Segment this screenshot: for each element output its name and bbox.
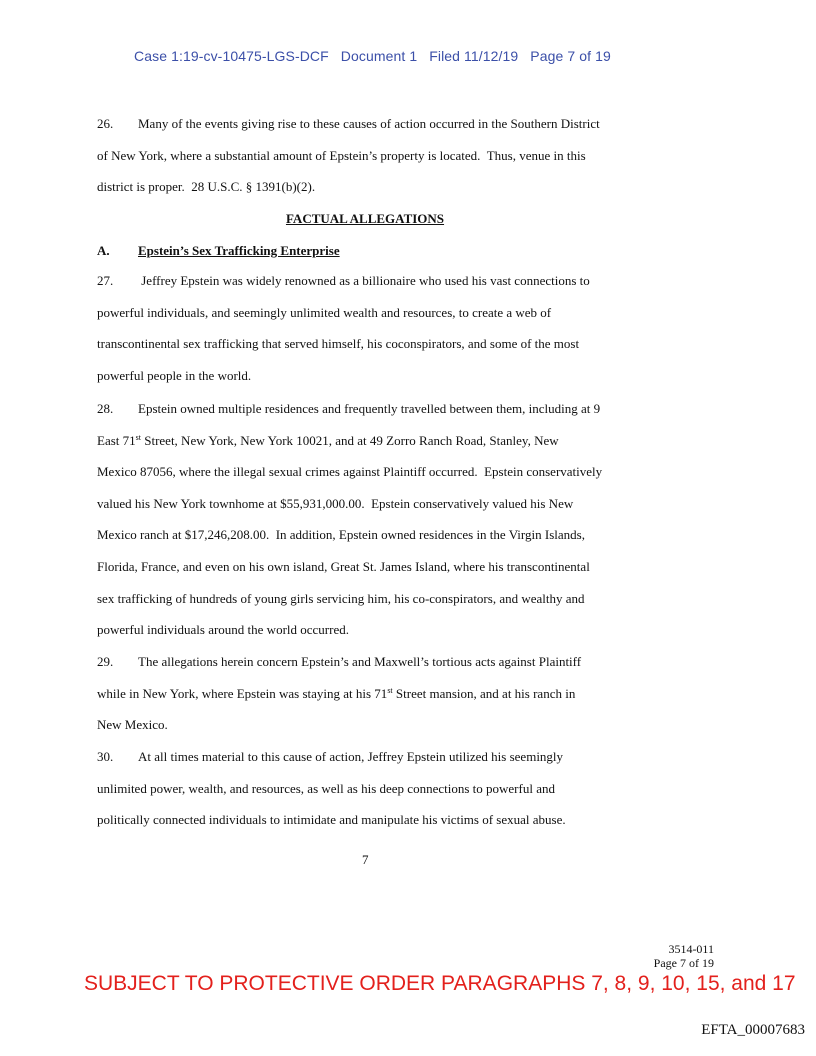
- subsection-letter: A.: [97, 243, 110, 258]
- subsection-heading: [97, 243, 340, 259]
- paragraph-27: [97, 265, 637, 391]
- paragraph-line: Mexico 87056, where the illegal sexual crimes against Plaintiff occurred. Epstein conservatively: [97, 464, 603, 480]
- paragraph-26: [97, 108, 637, 203]
- paragraph-number: 29.: [97, 654, 114, 669]
- paragraph-line: 30. At all times material to this cause of action, Jeffrey Epstein utilized his seemingly: [97, 741, 637, 773]
- paragraph-line: powerful individuals around the world occurred.: [97, 622, 349, 638]
- paragraph-line: powerful people in the world.: [97, 367, 252, 383]
- protective-order-stamp: SUBJECT TO PROTECTIVE ORDER PARAGRAPHS 7, 8, 9, 10, 15, and 17: [84, 972, 796, 995]
- paragraph-line: 29. The allegations herein concern Epstein’s and Maxwell’s tortious acts against Plaintiff: [97, 646, 637, 678]
- paragraph-line: of New York, where a substantial amount of Epstein’s property is located. Thus, venue in this: [97, 147, 586, 163]
- page-of-label: Page 7 of 19: [653, 956, 714, 970]
- paragraph-line: Mexico ranch at $17,246,208.00. In addition, Epstein owned residences in the Virgin Islands,: [97, 527, 585, 543]
- page-number: 7: [362, 852, 369, 867]
- paragraph-line: 27. Jeffrey Epstein was widely renowned as a billionaire who used his vast connections to: [97, 265, 637, 297]
- paragraph-line: East 71st Street, New York, New York 10021, and at 49 Zorro Ranch Road, Stanley, New: [97, 432, 559, 448]
- paragraph-line: 26. Many of the events giving rise to these causes of action occurred in the Southern District: [97, 108, 637, 140]
- paragraph-line: district is proper. 28 U.S.C. § 1391(b)(2).: [97, 179, 316, 195]
- subsection-title: Epstein’s Sex Trafficking Enterprise: [138, 243, 340, 258]
- case-header: Case 1:19-cv-10475-LGS-DCF Document 1 Filed 11/12/19 Page 7 of 19: [134, 48, 611, 64]
- paragraph-29: [97, 646, 637, 741]
- paragraph-line: sex trafficking of hundreds of young girls servicing him, his co-conspirators, and wealthy and: [97, 590, 585, 606]
- paragraph-line: transcontinental sex trafficking that served himself, his coconspirators, and some of the most: [97, 336, 580, 352]
- paragraph-line: valued his New York townhome at $55,931,000.00. Epstein conservatively valued his New: [97, 495, 574, 511]
- paragraph-number: 28.: [97, 401, 114, 416]
- paragraph-number: 26.: [97, 116, 114, 131]
- paragraph-line: New Mexico.: [97, 717, 168, 733]
- paragraph-28: [97, 393, 637, 646]
- paragraph-30: [97, 741, 637, 836]
- doc-code: 3514-011: [668, 942, 714, 956]
- paragraph-line: politically connected individuals to intimidate and manipulate his victims of sexual abuse.: [97, 812, 566, 828]
- section-heading: FACTUAL ALLEGATIONS: [285, 211, 445, 226]
- paragraph-line: unlimited power, wealth, and resources, as well as his deep connections to powerful and: [97, 780, 555, 796]
- paragraph-line: while in New York, where Epstein was staying at his 71st Street mansion, and at his ranch in: [97, 685, 576, 701]
- footer-doc-info: [654, 942, 714, 970]
- paragraph-line: powerful individuals, and seemingly unlimited wealth and resources, to create a web of: [97, 304, 552, 320]
- paragraph-line: 28. Epstein owned multiple residences and frequently travelled between them, including at 9: [97, 393, 637, 425]
- efta-bates-number: EFTA_00007683: [701, 1022, 805, 1038]
- paragraph-number: 30.: [97, 749, 114, 764]
- paragraph-line: Florida, France, and even on his own island, Great St. James Island, where his transcontinental: [97, 558, 590, 574]
- paragraph-number: 27.: [97, 273, 114, 288]
